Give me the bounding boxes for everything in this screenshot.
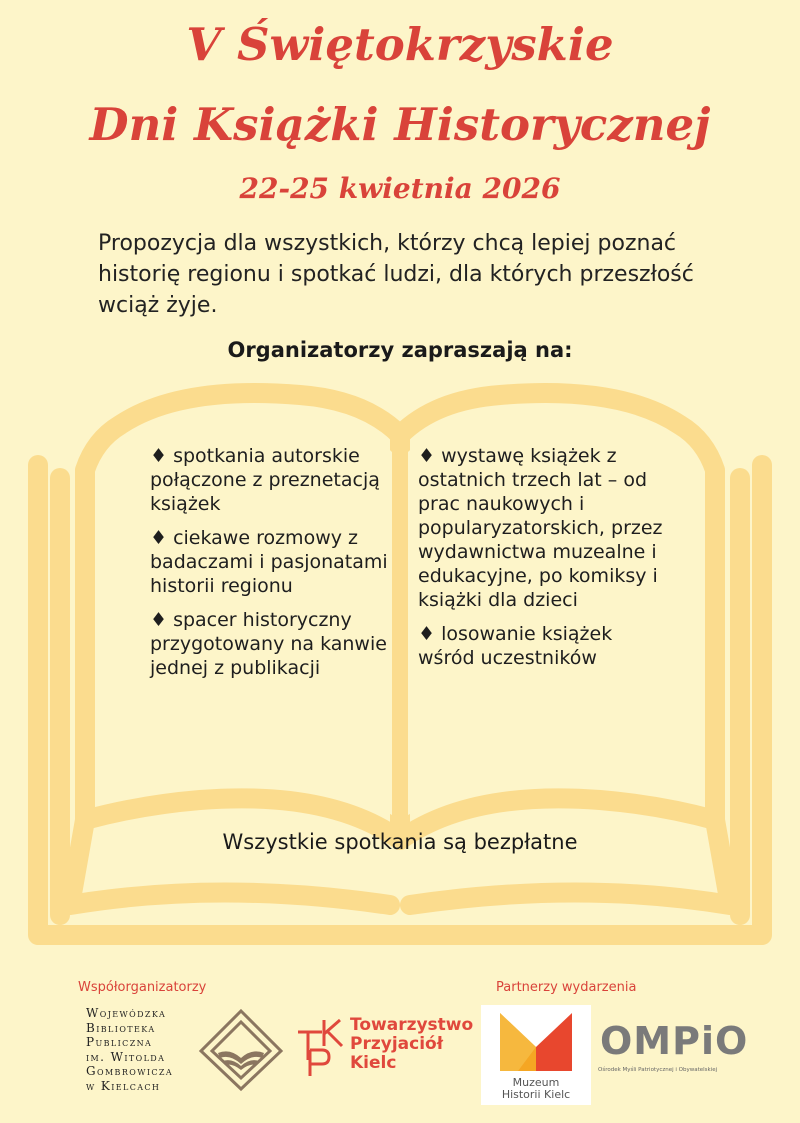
event-dates: 22-25 kwietnia 2026 xyxy=(239,172,561,205)
event-title-line2: Dni Książki Historycznej xyxy=(89,98,711,151)
muzeum-historii-kielc-logo xyxy=(481,1005,591,1105)
ompio-subtitle: Ośrodek Myśli Patriotycznej i Obywatelskiej xyxy=(598,1067,718,1073)
free-admission-note: Wszystkie spotkania są bezpłatne xyxy=(222,830,578,854)
list-item-historical-walk: ♦ spacer historyczny przygotowany na kanwie jednej z publikacji xyxy=(150,609,387,679)
intro-paragraph: Propozycja dla wszystkich, którzy chcą lepiej poznać historię regionu i spotkać ludzi, dla których przeszłość wciąż żyje. xyxy=(98,231,694,318)
muzeum-m-logo-icon xyxy=(496,1009,576,1075)
list-item-book-raffle: ♦ losowanie książek wśród uczestników xyxy=(418,623,613,669)
wbp-library-name: Wojewódzka Biblioteka Publiczna im. Witolda Gombrowicza w Kielcach xyxy=(86,1006,174,1093)
list-item-author-meetings: ♦ spotkania autorskie połączone z preznetacją książek xyxy=(150,445,380,515)
right-page-list xyxy=(418,444,668,680)
event-title-line1: V Świętokrzyskie xyxy=(186,18,614,71)
tpk-name: Towarzystwo Przyjaciół Kielc xyxy=(350,1015,474,1073)
list-item-book-exhibition: ♦ wystawę książek z ostatnich trzech lat – od prac naukowych i popularyzatorskich, przez wydawnictwa muzealne i edukacyjne, po komiksy i książki dla dzieci xyxy=(418,445,663,611)
partners-label: Partnerzy wydarzenia xyxy=(496,980,637,995)
list-item-conversations: ♦ ciekawe rozmowy z badaczami i pasjonatami historii regionu xyxy=(150,527,388,597)
tpk-logo-icon xyxy=(296,1016,348,1078)
left-page-list xyxy=(150,444,395,690)
wbp-book-logo-icon xyxy=(198,1008,284,1092)
organizers-invite-heading: Organizatorzy zapraszają na: xyxy=(227,338,573,362)
coorganizers-label: Współorganizatorzy xyxy=(78,980,207,995)
muzeum-name: Muzeum Historii Kielc xyxy=(501,1076,571,1101)
ompio-logo: OMPiO xyxy=(600,1019,749,1063)
